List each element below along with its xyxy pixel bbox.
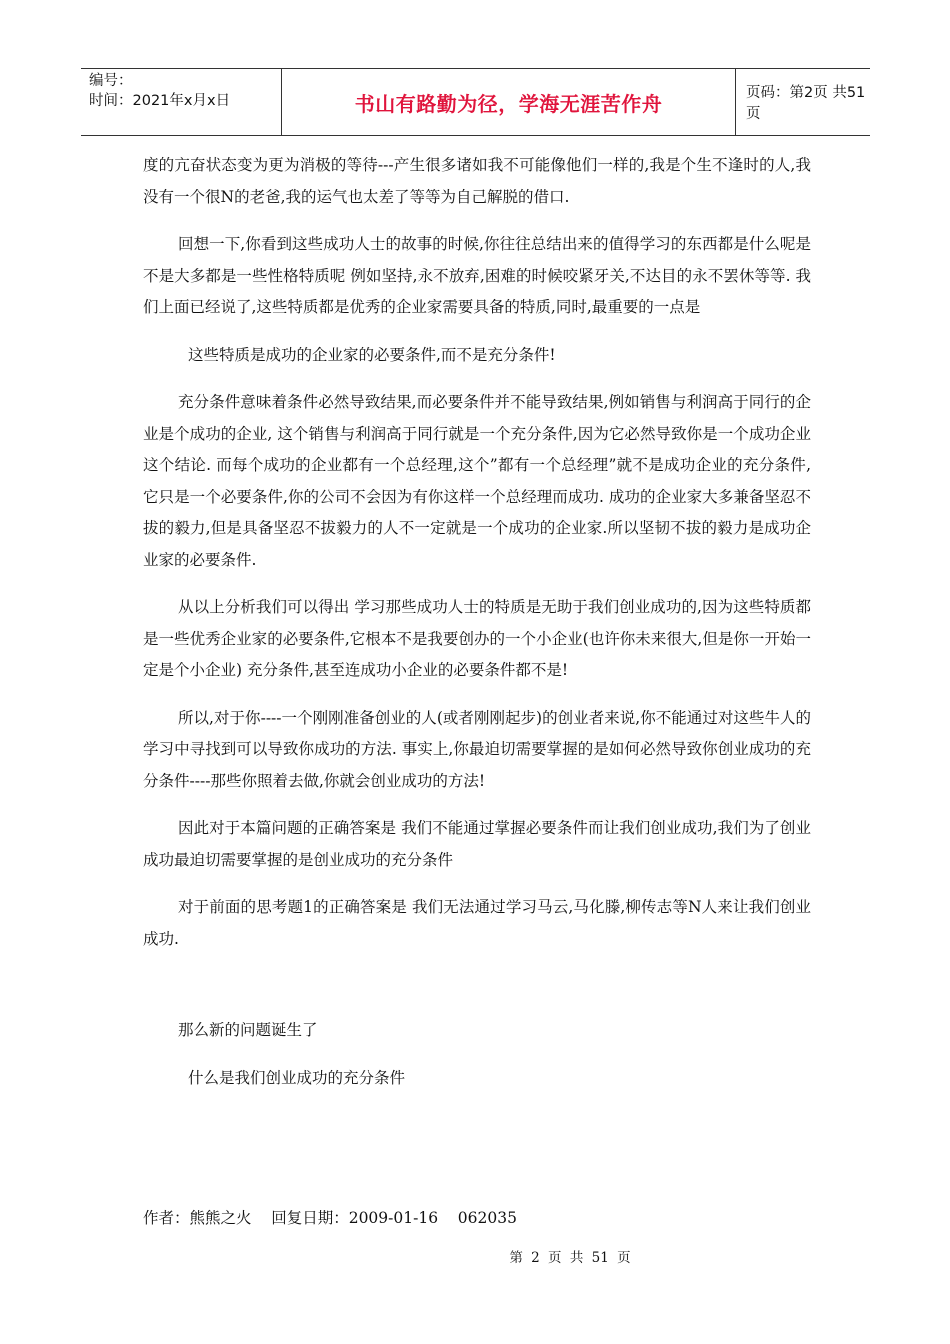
author-line: 作者：熊熊之火 回复日期：2009-01-16 062035 (143, 1209, 517, 1227)
paragraph-4: 充分条件意味着条件必然导致结果,而必要条件并不能导致结果,例如销售与利润高于同行的企业是个成功的企业, 这个销售与利润高于同行就是一个充分条件,因为它必然导致你是一个成功企业这个结论. 而每个成功的企业都有一个总经理,这个”都有一个总经理”就不是成功企业的充分条件,它只是一个必要条件,你的公司不会因为有你这样一个总经理而成功. 成功的企业家大多兼备坚忍不拔的毅力,但是具备坚忍不拔毅力的人不一定就是一个成功的企业家.所以坚韧不拔的毅力是成功企业家的必要条件. (143, 393, 811, 569)
page-footer: 第 2 页 共 51 页 (509, 1250, 631, 1266)
article-body (143, 150, 811, 1110)
paragraph-1: 度的亢奋状态变为更为消极的等待---产生很多诸如我不可能像他们一样的,我是个生不逢时的人,我没有一个很N的老爸,我的运气也太差了等等为自己解脱的借口. (143, 156, 811, 206)
paragraph-3: 这些特质是成功的企业家的必要条件,而不是充分条件! (188, 345, 556, 364)
paragraph-10: 什么是我们创业成功的充分条件 (188, 1068, 406, 1087)
header-motto: 书山有路勤为径，学海无涯苦作舟 (282, 69, 736, 135)
page-header (81, 68, 870, 136)
header-page-number: 页码：第2页 共51页 (746, 85, 866, 122)
paragraph-7: 因此对于本篇问题的正确答案是 我们不能通过掌握必要条件而让我们创业成功,我们为了创业成功最迫切需要掌握的是创业成功的充分条件 (143, 819, 811, 869)
document-date-label: 时间：2021年x月x日 (89, 93, 231, 109)
paragraph-9: 那么新的问题诞生了 (178, 1021, 318, 1039)
header-meta (81, 69, 282, 135)
paragraph-8: 对于前面的思考题1的正确答案是 我们无法通过学习马云,马化滕,柳传志等N人来让我们创业成功. (143, 898, 811, 948)
paragraph-5: 从以上分析我们可以得出 学习那些成功人士的特质是无助于我们创业成功的,因为这些特质都是一些优秀企业家的必要条件,它根本不是我要创办的一个小企业(也许你未来很大,但是你一开始一定是个小企业) 充分条件,甚至连成功小企业的必要条件都不是! (143, 598, 811, 679)
paragraph-6: 所以,对于你----一个刚刚准备创业的人(或者刚刚起步)的创业者来说,你不能通过对这些牛人的学习中寻找到可以导致你成功的方法. 事实上,你最迫切需要掌握的是如何必然导致你创业成功的充分条件----那些你照着去做,你就会创业成功的方法! (143, 708, 811, 790)
paragraph-2: 回想一下,你看到这些成功人士的故事的时候,你往往总结出来的值得学习的东西都是什么呢是不是大多都是一些性格特质呢 例如坚持,永不放弃,困难的时候咬紧牙关,不达目的永不罢休等等. 我们上面已经说了,这些特质都是优秀的企业家需要具备的特质,同时,最重要的一点是 (143, 235, 811, 316)
document-number-label: 编号： (89, 73, 133, 89)
